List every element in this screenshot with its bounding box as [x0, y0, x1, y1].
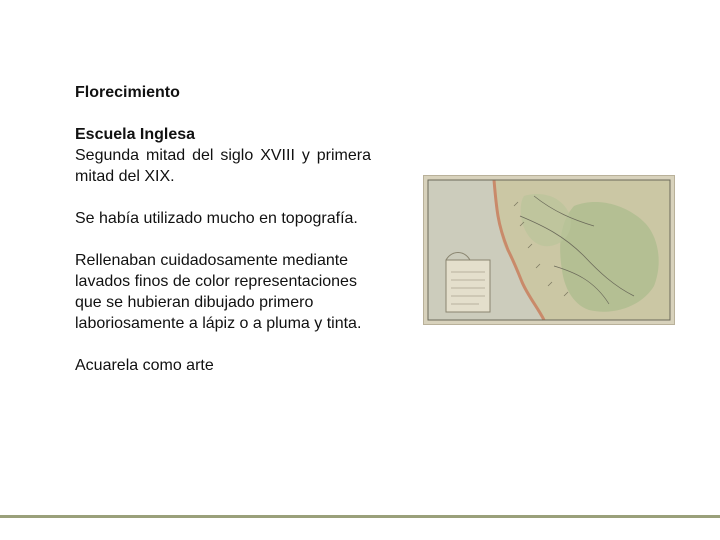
footer-rule [0, 515, 720, 518]
period-line: Segunda mitad del siglo XVIII y primera mitad del XIX. [75, 147, 371, 185]
closing-line: Acuarela como arte [75, 357, 214, 374]
process-paragraph: Rellenaban cuidadosamente mediante lavados finos de color representaciones que se hubieran dibujado primero laboriosamente a lápiz o a pluma y tinta. [75, 252, 362, 332]
topography-line: Se había utilizado mucho en topografía. [75, 210, 358, 227]
subheading: Escuela Inglesa [75, 126, 196, 143]
antique-map-image [423, 175, 675, 325]
slide-title: Florecimiento [75, 84, 180, 101]
antique-map-icon [424, 176, 674, 324]
text-column [75, 82, 371, 376]
